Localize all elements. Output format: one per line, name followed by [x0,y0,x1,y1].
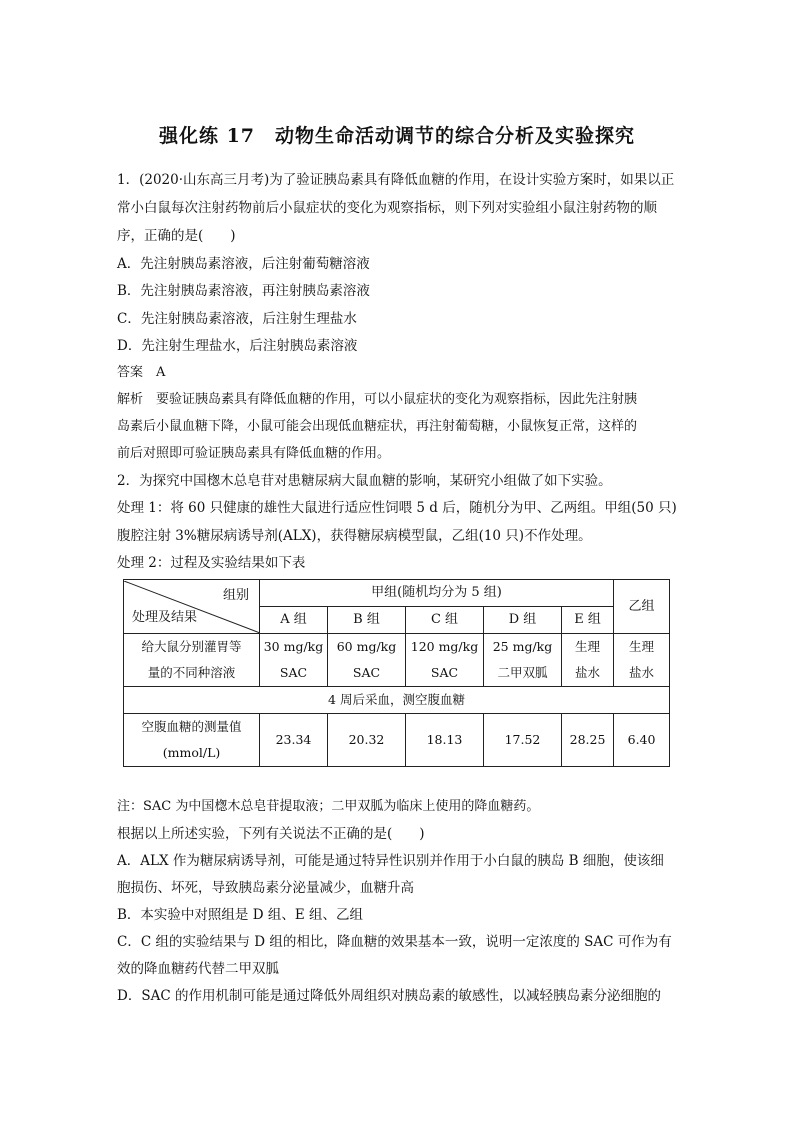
treatment-b-drug: SAC [352,665,381,680]
page-title: 强化练 17 动物生命活动调节的综合分析及实验探究 [158,125,636,147]
subgroup-c: C 组 [406,607,484,634]
header-group-yi: 乙组 [614,580,670,634]
q1-stem-line-2: 常小白鼠每次注射药物前后小鼠症状的变化为观察指标，则下列对实验组小鼠注射药物的顺 [117,200,657,216]
glucose-value-d: 17.52 [484,714,562,767]
treatment-d-drug: 二甲双胍 [497,665,548,680]
q2-option-c-line-2: 效的降血糖药代替二甲双胍 [117,961,279,977]
q2-stem-line-3: 腹腔注射 3%糖尿病诱导剂(ALX)，获得糖尿病模型鼠，乙组(10 只)不作处理。 [117,528,592,544]
treatment-cell-d [484,634,562,687]
header-group-jia: 甲组(随机均分为 5 组) [260,580,614,607]
q1-analysis-line-3: 前后对照即可验证胰岛素具有降低血糖的作用。 [117,446,391,461]
glucose-value-c: 18.13 [406,714,484,767]
row-sampling-note: 4 周后采血，测空腹血糖 [124,687,670,714]
glucose-value-e: 28.25 [562,714,614,767]
glucose-value-yi: 6.40 [614,714,670,767]
row-glucose-label-line-2: (mmol/L) [162,745,221,760]
subgroup-e: E 组 [562,607,614,634]
q1-option-b: B．先注射胰岛素溶液，再注射胰岛素溶液 [117,283,370,299]
treatment-d-dose: 25 mg/kg [492,639,553,654]
q2-option-a-line-2: 胞损伤、坏死，导致胰岛素分泌量减少，血糖升高 [117,880,414,896]
q2-question: 根据以上所述实验，下列有关说法不正确的是( ) [117,826,425,842]
q1-stem-line-3: 序，正确的是( ) [117,228,236,244]
row-glucose-label-line-1: 空腹血糖的测量值 [141,719,242,734]
row-glucose-label [124,714,260,767]
corner-label-group: 组别 [222,587,249,603]
treatment-yi-line-1: 生理 [629,639,655,654]
q2-option-b: B．本实验中对照组是 D 组、E 组、乙组 [117,907,363,923]
corner-label-treatment: 处理及结果 [132,609,198,625]
q1-option-c: C．先注射胰岛素溶液，后注射生理盐水 [117,311,357,327]
treatment-cell-c [406,634,484,687]
subgroup-d: D 组 [484,607,562,634]
q1-option-a: A．先注射胰岛素溶液，后注射葡萄糖溶液 [117,256,370,272]
q1-analysis-line-1: 解析 要验证胰岛素具有降低血糖的作用，可以小鼠症状的变化为观察指标，因此先注射胰 [117,392,638,407]
treatment-c-dose: 120 mg/kg [410,639,479,654]
treatment-cell-yi [614,634,670,687]
row-treatment-label-line-1: 给大鼠分别灌胃等 [141,639,242,654]
q2-option-a-line-1: A．ALX 作为糖尿病诱导剂，可能是通过特异性识别并作用于小白鼠的胰岛 B 细胞，使该细 [117,853,664,869]
treatment-c-drug: SAC [430,665,459,680]
q2-table-note: 注：SAC 为中国楤木总皂苷提取液；二甲双胍为临床上使用的降血糖药。 [117,799,540,814]
results-table [123,579,670,767]
treatment-a-dose: 30 mg/kg [263,639,324,654]
subgroup-a: A 组 [260,607,328,634]
glucose-value-a: 23.34 [260,714,328,767]
row-treatment-label-line-2: 量的不同种溶液 [147,665,236,680]
q2-stem-line-2: 处理 1：将 60 只健康的雄性大鼠进行适应性饲喂 5 d 后，随机分为甲、乙两组。甲组(50 只) [117,500,677,516]
q1-analysis-line-2: 岛素后小鼠血糖下降，小鼠可能会出现低血糖症状，再注射葡萄糖，小鼠恢复正常，这样的 [117,419,638,434]
q1-stem-line-1: 1．(2020·山东高三月考)为了验证胰岛素具有降低血糖的作用，在设计实验方案时，如果以正 [117,172,675,188]
q2-option-d-line-1: D．SAC 的作用机制可能是通过降低外周组织对胰岛素的敏感性，以减轻胰岛素分泌细胞的 [117,988,661,1004]
subgroup-b: B 组 [328,607,406,634]
treatment-b-dose: 60 mg/kg [336,639,397,654]
treatment-cell-e [562,634,614,687]
treatment-e-line-1: 生理 [575,639,601,654]
q1-answer: 答案 A [117,365,166,380]
q2-stem-line-1: 2．为探究中国楤木总皂苷对患糖尿病大鼠血糖的影响，某研究小组做了如下实验。 [117,473,612,489]
q2-option-c-line-1: C．C 组的实验结果与 D 组的相比，降血糖的效果基本一致，说明一定浓度的 SAC 可作为有 [117,934,672,950]
treatment-yi-line-2: 盐水 [629,665,655,680]
q1-option-d: D．先注射生理盐水，后注射胰岛素溶液 [117,338,358,354]
treatment-a-drug: SAC [279,665,308,680]
treatment-cell-b [328,634,406,687]
treatment-cell-a [260,634,328,687]
row-treatment-label [124,634,260,687]
table-corner-cell [124,580,260,634]
q2-stem-line-4: 处理 2：过程及实验结果如下表 [117,555,306,571]
glucose-value-b: 20.32 [328,714,406,767]
treatment-e-line-2: 盐水 [575,665,601,680]
